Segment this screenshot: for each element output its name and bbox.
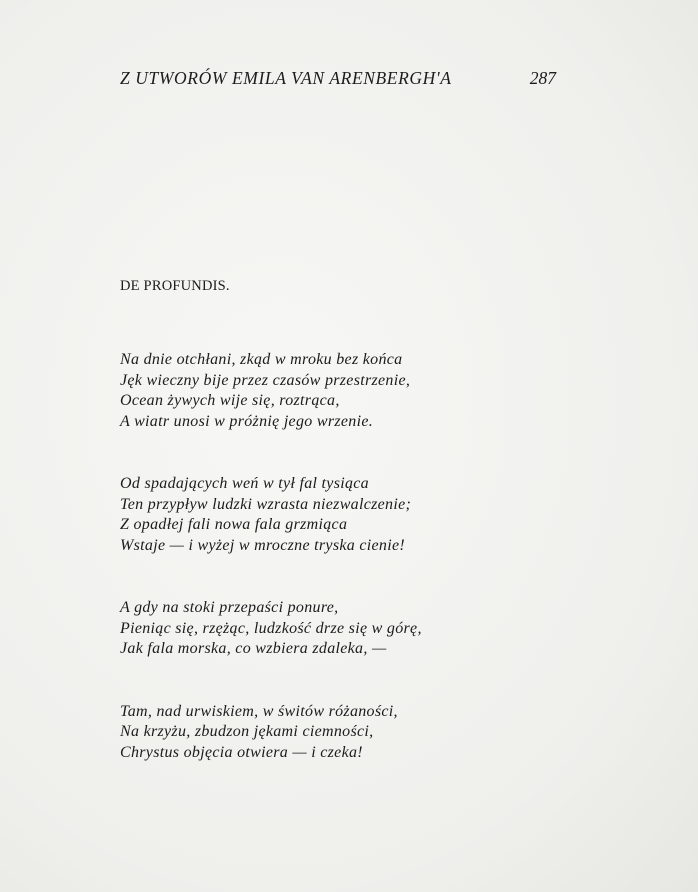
poem-line: Na krzyżu, zbudzon jękami ciemności, (120, 723, 374, 740)
poem-title: DE PROFUNDIS. (120, 278, 230, 294)
poem-line: Z opadłej fali nowa fala grzmiąca (120, 516, 348, 533)
poem-line: Wstaje — i wyżej w mroczne tryska cienie! (120, 536, 405, 554)
stanza-4 (120, 702, 560, 764)
poem-line: Ocean żywych wije się, roztrąca, (120, 392, 340, 409)
poem-line: Chrystus objęcia otwiera — i czeka! (120, 743, 363, 761)
stanza-1 (120, 350, 560, 432)
running-title: Z UTWORÓW EMILA VAN ARENBERGH'A (120, 68, 452, 88)
poem-line: A gdy na stoki przepaści ponure, (120, 599, 339, 616)
poem-line: Tam, nad urwiskiem, w świtów różaności, (120, 702, 398, 720)
poem-line: A wiatr unosi w próżnię jego wrzenie. (120, 412, 374, 430)
poem-line: Od spadających weń w tył fal tysiąca (120, 475, 369, 492)
poem-line: Jak fala morska, co wzbiera zdaleka, — (120, 640, 387, 657)
running-head (120, 68, 556, 92)
poem-line: Jęk wieczny bije przez czasów przestrzenie, (120, 371, 411, 389)
poem-line: Pieniąc się, rzężąc, ludzkość drze się w górę, (120, 619, 422, 637)
stanza-3 (120, 598, 560, 660)
poem-line: Ten przypływ ludzki wzrasta niezwalczenie; (120, 495, 412, 513)
poem-line: Na dnie otchłani, zkąd w mroku bez końca (120, 351, 403, 368)
page-number: 287 (529, 68, 556, 88)
stanza-2 (120, 474, 560, 556)
poem-body (120, 350, 560, 763)
